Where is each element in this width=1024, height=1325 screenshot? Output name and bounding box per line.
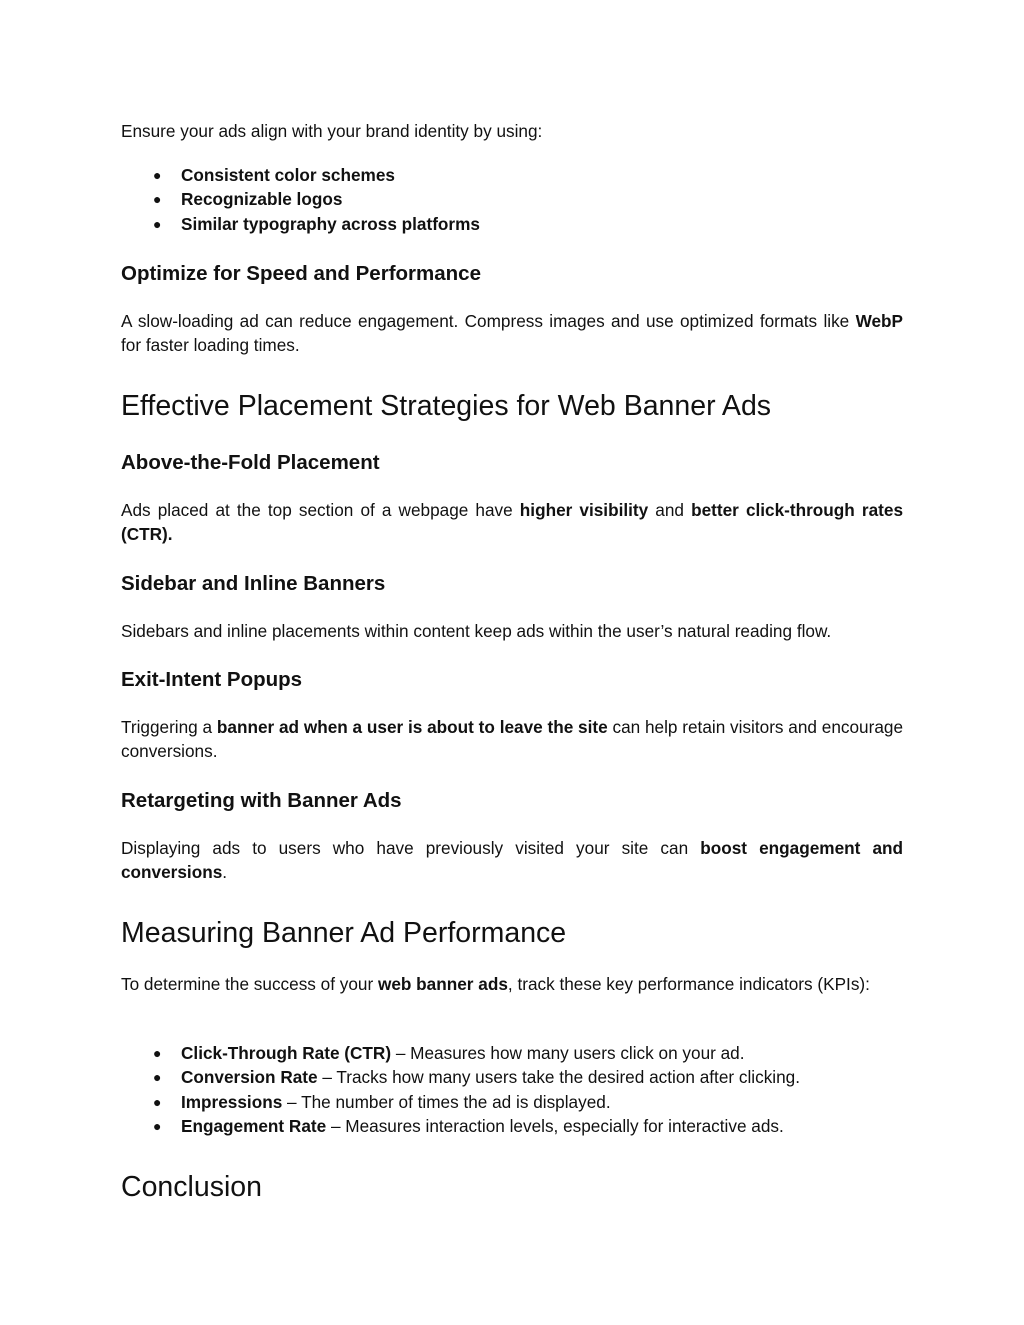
list-item: ● Similar typography across platforms	[121, 212, 903, 236]
list-item: ● Recognizable logos	[121, 187, 903, 211]
bullet-icon: ●	[153, 191, 162, 208]
placement-heading: Effective Placement Strategies for Web Banner Ads	[121, 390, 772, 422]
exit-heading: Exit-Intent Popups	[121, 668, 303, 691]
bullet-icon: ●	[153, 167, 162, 183]
list-item: ● Consistent color schemes	[121, 163, 903, 187]
brand-list	[121, 163, 903, 236]
list-item: ● Impressions – The number of times the ad is displayed.	[121, 1090, 903, 1114]
conclusion-heading: Conclusion	[121, 1171, 262, 1203]
above-fold-paragraph: Ads placed at the top section of a webpage have higher visibility and better click-through rates (CTR).	[121, 500, 903, 545]
bullet-icon: ●	[153, 1045, 162, 1061]
kpi-list	[121, 1041, 903, 1138]
list-item: ● Click-Through Rate (CTR) – Measures how many users click on your ad.	[121, 1041, 903, 1065]
speed-paragraph: A slow-loading ad can reduce engagement. Compress images and use optimized formats like WebP for faster loading times.	[121, 311, 903, 356]
bullet-icon: ●	[153, 1069, 162, 1086]
exit-paragraph: Triggering a banner ad when a user is about to leave the site can help retain visitors and encourage conversions.	[121, 717, 904, 762]
retarget-heading: Retargeting with Banner Ads	[121, 789, 402, 812]
bullet-icon: ●	[153, 1093, 162, 1110]
bullet-icon: ●	[153, 215, 162, 232]
speed-heading: Optimize for Speed and Performance	[121, 262, 481, 285]
above-fold-heading: Above-the-Fold Placement	[121, 451, 380, 474]
sidebar-paragraph: Sidebars and inline placements within content keep ads within the user’s natural reading flow.	[121, 621, 832, 641]
list-item: ● Engagement Rate – Measures interaction levels, especially for interactive ads.	[121, 1114, 903, 1138]
retarget-paragraph: Displaying ads to users who have previously visited your site can boost engagement and conversions.	[121, 838, 904, 883]
list-item: ● Conversion Rate – Tracks how many users take the desired action after clicking.	[121, 1065, 903, 1089]
measuring-heading: Measuring Banner Ad Performance	[121, 917, 567, 949]
sidebar-heading: Sidebar and Inline Banners	[121, 572, 386, 595]
measuring-paragraph: To determine the success of your web banner ads, track these key performance indicators (KPIs):	[121, 974, 870, 994]
intro-paragraph: Ensure your ads align with your brand identity by using:	[121, 121, 543, 141]
bullet-icon: ●	[153, 1117, 162, 1134]
